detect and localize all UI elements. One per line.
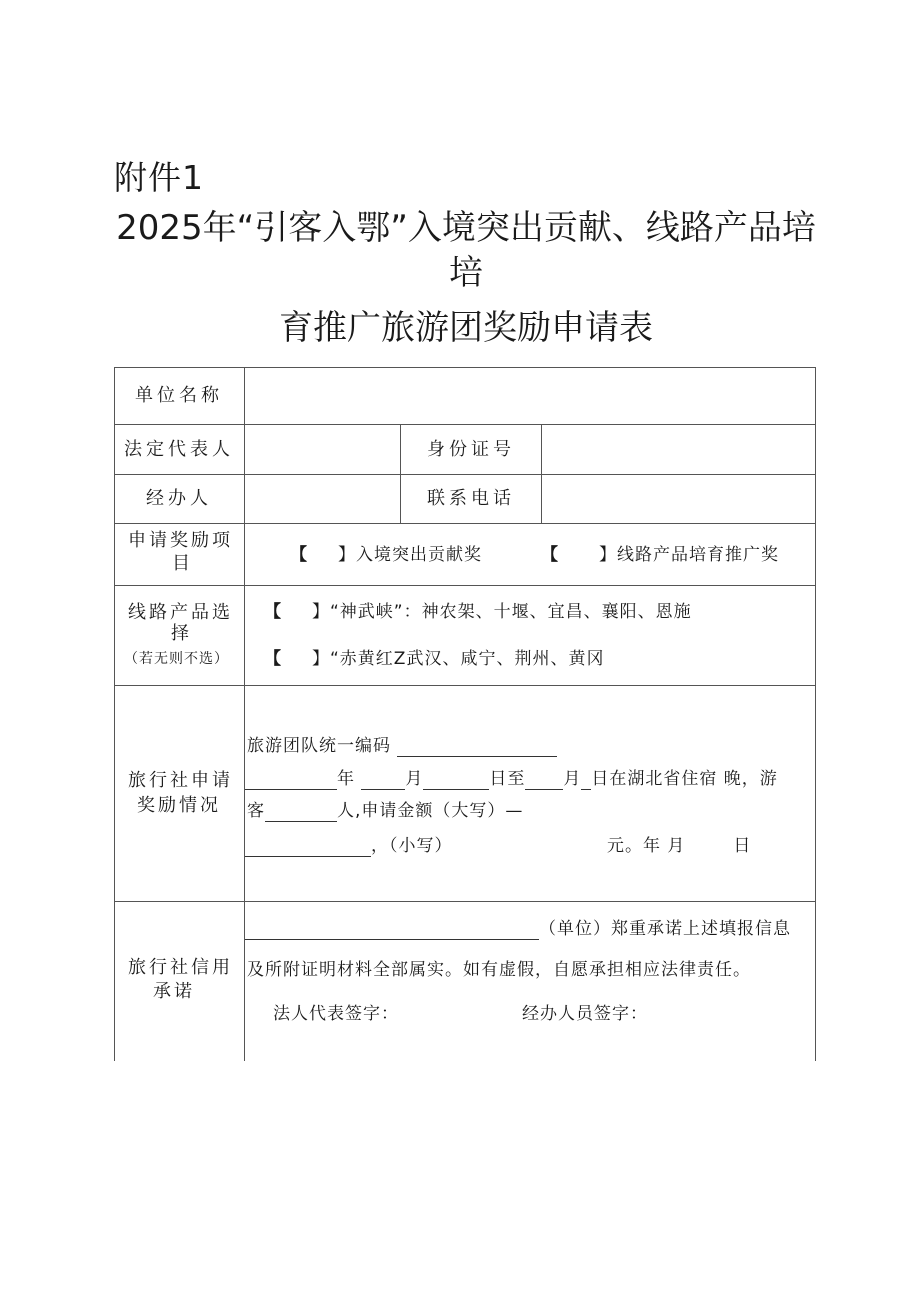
award-option-entry[interactable] bbox=[290, 544, 482, 566]
legal-rep-field[interactable] bbox=[245, 425, 400, 474]
unit-name-field[interactable] bbox=[245, 368, 815, 424]
handler-signature-label: 经办人员签字： bbox=[522, 1004, 648, 1024]
day-to-label: 日至 bbox=[489, 769, 526, 789]
award-option-entry[interactable] bbox=[541, 544, 779, 566]
checkbox-open-bracket: 【 bbox=[541, 545, 559, 565]
row-divider bbox=[114, 685, 816, 686]
yuan-date-label: 元。年 月 bbox=[607, 836, 686, 856]
route-option-entry[interactable] bbox=[264, 601, 692, 623]
id-number-field[interactable] bbox=[542, 425, 815, 474]
phone-label: 联系电话 bbox=[427, 488, 515, 509]
attachment-label: 附件1 bbox=[114, 158, 204, 197]
legal-rep-label: 法定代表人 bbox=[124, 438, 234, 460]
credit-statement-line2: 及所附证明材料全部属实。如有虚假，自愿承担相应法律责任。 bbox=[247, 960, 751, 980]
legal-rep-signature-label: 法人代表签字： bbox=[273, 1004, 399, 1024]
stay-nights-label: 日在湖北省住宿 晚，游 bbox=[591, 769, 778, 789]
team-code-line bbox=[247, 735, 557, 757]
route-option-entry[interactable] bbox=[264, 648, 604, 670]
guest-count-field[interactable] bbox=[265, 803, 337, 822]
agency-apply-label-line2: 奖励情况 bbox=[137, 795, 221, 816]
route-option-label: 】“神武峡”：神农架、十堰、宜昌、襄阳、恩施 bbox=[312, 602, 692, 622]
route-label-line1: 线路产品选 bbox=[128, 602, 233, 623]
amount-upper-field[interactable] bbox=[245, 838, 371, 857]
end-month-label: 月 bbox=[563, 769, 582, 789]
amount-upper-label: 人,申请金额（大写）— bbox=[337, 801, 524, 821]
handler-field[interactable] bbox=[245, 475, 400, 523]
checkbox-open-bracket: 【 bbox=[264, 649, 282, 669]
amount-lower-line bbox=[245, 835, 453, 857]
phone-field[interactable] bbox=[542, 475, 815, 523]
start-month-field[interactable] bbox=[361, 771, 405, 790]
row-divider bbox=[114, 523, 816, 524]
award-option-label: 】入境突出贡献奖 bbox=[338, 545, 482, 565]
route-label-note: （若无则不选） bbox=[124, 651, 229, 667]
credit-label-line1: 旅行社信用 bbox=[128, 957, 233, 978]
award-item-label-line2: 目 bbox=[172, 553, 191, 574]
start-day-field[interactable] bbox=[423, 771, 489, 790]
page-title-line3: 育推广旅游团奖励申请表 bbox=[279, 308, 653, 348]
start-year-field[interactable] bbox=[245, 771, 337, 790]
credit-unit-field[interactable] bbox=[245, 921, 539, 940]
award-item-label-line1: 申请奖励项 bbox=[128, 530, 233, 551]
guest-amount-line bbox=[247, 800, 523, 822]
agency-apply-label-line1: 旅行社申请 bbox=[128, 770, 233, 791]
handler-label: 经办人 bbox=[146, 488, 212, 509]
day-label: 日 bbox=[733, 836, 752, 856]
credit-label-line2: 承诺 bbox=[153, 981, 195, 1002]
row-divider bbox=[114, 585, 816, 586]
checkbox-open-bracket: 【 bbox=[290, 545, 308, 565]
amount-date-line bbox=[607, 835, 751, 857]
guest-prefix: 客 bbox=[247, 801, 265, 821]
team-code-label: 旅游团队统一编码 bbox=[247, 736, 391, 756]
unit-name-label: 单位名称 bbox=[135, 385, 223, 406]
year-label: 年 bbox=[337, 769, 355, 789]
application-form-table bbox=[114, 367, 816, 1061]
route-option-label: 】“赤黄红Z武汉、咸宁、荆州、黄冈 bbox=[312, 649, 605, 669]
end-month-field[interactable] bbox=[525, 771, 563, 790]
page-title-line2: 培 bbox=[449, 253, 483, 293]
route-label-line2: 择 bbox=[171, 623, 190, 644]
month-label: 月 bbox=[405, 769, 424, 789]
stay-dates-line bbox=[245, 768, 778, 790]
page-title-line1: 2025年“引客入鄂”入境突出贡献、线路产品培 bbox=[116, 208, 816, 248]
end-day-field[interactable] bbox=[581, 771, 591, 790]
credit-unit-label: （单位）郑重承诺上述填报信息 bbox=[539, 919, 791, 939]
team-code-field[interactable] bbox=[397, 738, 557, 757]
credit-statement-line1 bbox=[245, 918, 791, 940]
row-divider bbox=[114, 901, 816, 902]
checkbox-open-bracket: 【 bbox=[264, 602, 282, 622]
amount-lower-label: ，（小写） bbox=[371, 836, 453, 856]
table-border-right bbox=[815, 367, 816, 1061]
id-number-label: 身份证号 bbox=[427, 438, 515, 460]
award-option-label: 】线路产品培育推广奖 bbox=[599, 545, 779, 565]
